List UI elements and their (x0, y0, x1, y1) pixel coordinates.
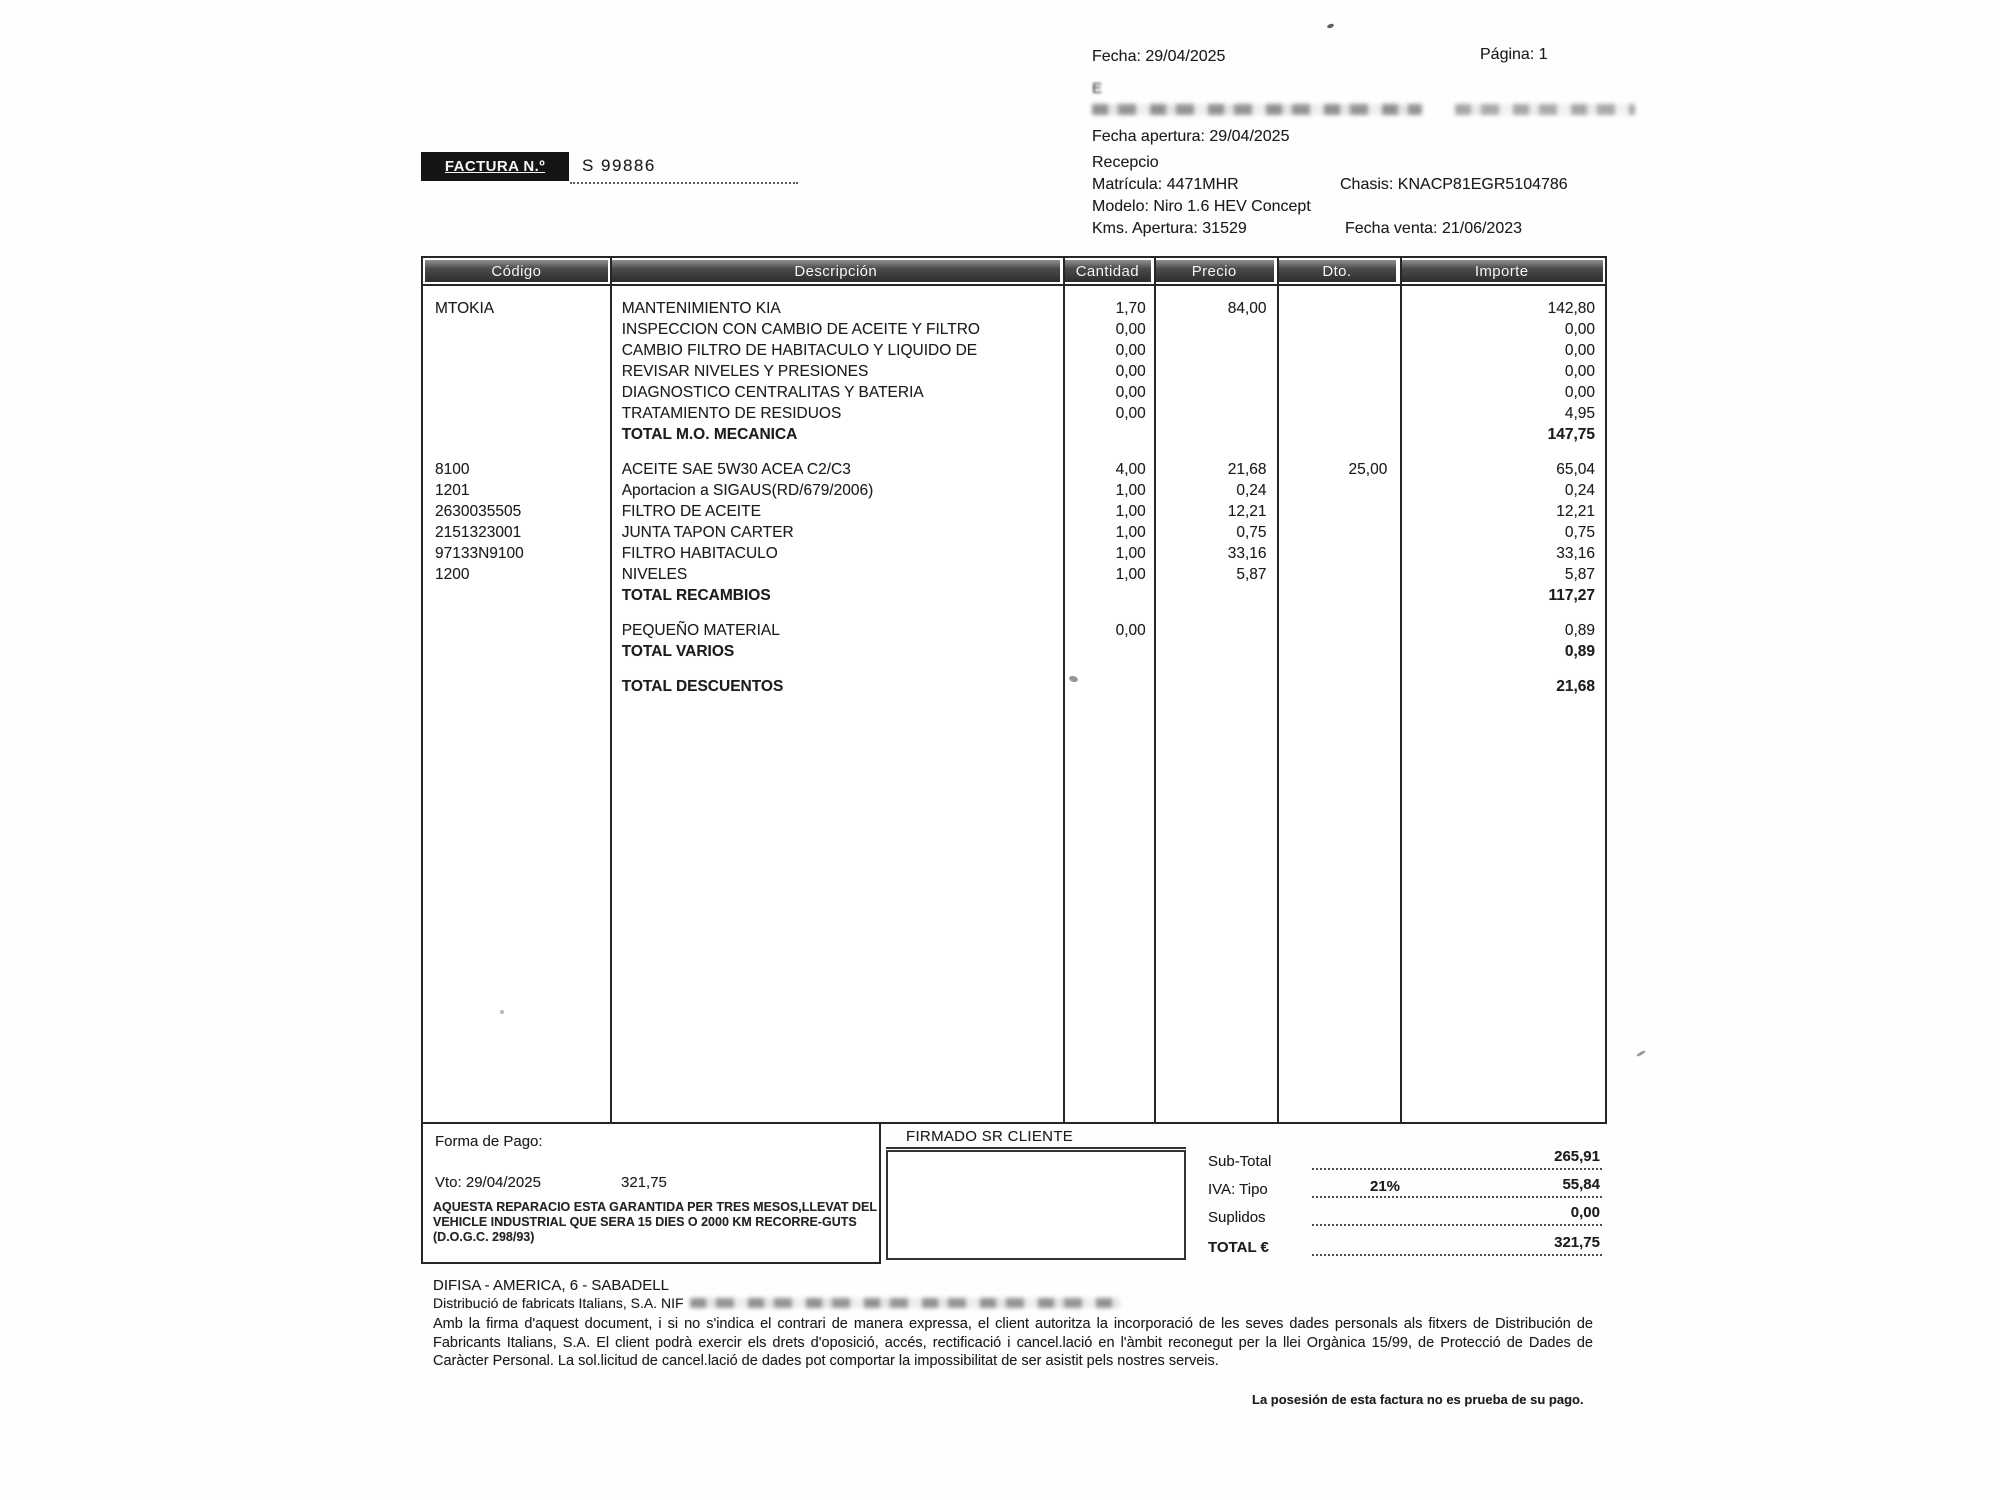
vat-rate: 21% (1370, 1178, 1401, 1195)
cell-cantidad: 0,00 (1115, 405, 1146, 422)
cell-cantidad: 0,00 (1115, 321, 1146, 338)
cell-cantidad: 1,00 (1115, 524, 1146, 541)
grand-total-row (1208, 1236, 1602, 1258)
cell-importe: 0,89 (1564, 622, 1595, 639)
cell-descripcion: INSPECCION CON CAMBIO DE ACEITE Y FILTRO (621, 321, 980, 338)
smudged-phone-line (1455, 104, 1635, 115)
cell-codigo (423, 424, 610, 445)
cell-codigo (423, 361, 610, 382)
cell-dto (1276, 424, 1399, 445)
customer-signature-label: FIRMADO SR CLIENTE (906, 1128, 1074, 1145)
cell-precio: 12,21 (1227, 503, 1267, 520)
vat-label: IVA: Tipo (1208, 1181, 1268, 1198)
cell-dto (1276, 620, 1399, 641)
supplements-value: 0,00 (1570, 1204, 1600, 1221)
cell-dto (1276, 403, 1399, 424)
table-row (423, 319, 1605, 340)
cell-dto (1276, 480, 1399, 501)
due-amount: 321,75 (621, 1174, 667, 1191)
table-row (423, 585, 1605, 606)
cell-precio: 0,24 (1236, 482, 1267, 499)
cell-codigo (423, 606, 610, 620)
invoice-number-box: FACTURA N.º (421, 152, 569, 181)
cell-codigo: MTOKIA (435, 300, 495, 317)
vehicle-model: Modelo: Niro 1.6 HEV Concept (1092, 198, 1311, 215)
cell-precio (1153, 445, 1276, 459)
cell-precio (1153, 319, 1276, 340)
invoice-number: S 99886 (582, 156, 656, 175)
cell-cantidad (1062, 424, 1153, 445)
cell-dto (1276, 298, 1399, 319)
invoice-date: Fecha: 29/04/2025 (1092, 48, 1226, 65)
smudged-company-line (1092, 104, 1422, 115)
cell-precio: 0,75 (1236, 524, 1267, 541)
dotted-leader (1312, 1254, 1602, 1256)
table-row (423, 543, 1605, 564)
smudged-text-fragment: E (1092, 80, 1103, 97)
cell-descripcion: JUNTA TAPON CARTER (621, 524, 794, 541)
table-row (423, 459, 1605, 480)
cell-precio: 84,00 (1227, 300, 1267, 317)
table-row (423, 298, 1605, 319)
cell-codigo (423, 340, 610, 361)
table-row (423, 403, 1605, 424)
cell-cantidad: 0,00 (1115, 342, 1146, 359)
cell-precio: 33,16 (1227, 545, 1267, 562)
cell-importe: 5,87 (1564, 566, 1595, 583)
cell-dto (1276, 585, 1399, 606)
cell-precio (1153, 382, 1276, 403)
dotted-leader (1312, 1168, 1602, 1170)
cell-importe: 0,75 (1564, 524, 1595, 541)
table-row (423, 662, 1605, 676)
cell-precio: 5,87 (1236, 566, 1267, 583)
opening-date: Fecha apertura: 29/04/2025 (1092, 128, 1290, 145)
table-row (423, 641, 1605, 662)
cell-dto (1276, 564, 1399, 585)
cell-descripcion: TOTAL VARIOS (621, 643, 735, 660)
cell-cantidad: 4,00 (1115, 461, 1146, 478)
cell-precio (1153, 641, 1276, 662)
company-address: DIFISA - AMERICA, 6 - SABADELL (433, 1277, 669, 1294)
cell-importe: 0,24 (1564, 482, 1595, 499)
supplements-row (1208, 1206, 1602, 1228)
cell-dto: 25,00 (1348, 461, 1388, 478)
cell-codigo: 97133N9100 (435, 545, 524, 562)
cell-importe: 33,16 (1556, 545, 1595, 562)
table-row (423, 382, 1605, 403)
cell-precio (1153, 403, 1276, 424)
warranty-notice: AQUESTA REPARACIO ESTA GARANTIDA PER TRES MESOS,LLEVAT DEL VEHICLE INDUSTRIAL QUE SERA 15 DIES O 2000 KM RECORRE-GUTS (D.O.G.C. 298/93) (433, 1200, 877, 1244)
grand-total-label: TOTAL € (1208, 1239, 1269, 1256)
column-header-dto: Dto. (1278, 260, 1397, 282)
table-row (423, 361, 1605, 382)
cell-importe: 21,68 (1556, 678, 1595, 695)
cell-descripcion: Aportacion a SIGAUS(RD/679/2006) (621, 482, 874, 499)
due-date: Vto: 29/04/2025 (435, 1174, 541, 1191)
grand-total-value: 321,75 (1554, 1234, 1600, 1251)
cell-codigo (423, 403, 610, 424)
cell-descripcion: TOTAL RECAMBIOS (621, 587, 771, 604)
cell-importe: 12,21 (1556, 503, 1595, 520)
cell-cantidad (1062, 606, 1153, 620)
payment-box (421, 1122, 881, 1264)
cell-precio (1153, 585, 1276, 606)
cell-dto (1276, 382, 1399, 403)
scan-artifact (500, 1010, 504, 1014)
vat-value: 55,84 (1562, 1176, 1600, 1193)
table-header-row (423, 258, 1605, 286)
cell-dto (1276, 361, 1399, 382)
cell-importe (1398, 445, 1605, 459)
table-row (423, 480, 1605, 501)
cell-descripcion: FILTRO HABITACULO (621, 545, 778, 562)
cell-cantidad: 1,00 (1115, 482, 1146, 499)
payment-proof-footnote: La posesión de esta factura no es prueba de su pago. (1252, 1392, 1584, 1407)
cell-codigo (423, 676, 610, 697)
cell-codigo (423, 585, 610, 606)
cell-dto (1276, 641, 1399, 662)
column-header-descripcion: Descripción (612, 260, 1060, 282)
cell-importe: 117,27 (1548, 587, 1595, 604)
cell-precio (1153, 606, 1276, 620)
sale-date: Fecha venta: 21/06/2023 (1345, 220, 1523, 237)
subtotal-label: Sub-Total (1208, 1153, 1272, 1170)
chassis-number: Chasis: KNACP81EGR5104786 (1340, 176, 1568, 193)
cell-precio (1153, 340, 1276, 361)
cell-importe: 0,00 (1564, 363, 1595, 380)
cell-descripcion: FILTRO DE ACEITE (621, 503, 761, 520)
cell-descripcion: ACEITE SAE 5W30 ACEA C2/C3 (621, 461, 851, 478)
cell-descripcion: NIVELES (621, 566, 688, 583)
cell-cantidad (1062, 641, 1153, 662)
cell-importe: 4,95 (1564, 405, 1595, 422)
cell-descripcion (610, 662, 1062, 676)
table-row (423, 564, 1605, 585)
table-row (423, 340, 1605, 361)
cell-dto (1276, 522, 1399, 543)
cell-importe (1398, 606, 1605, 620)
cell-codigo (423, 445, 610, 459)
signature-top-line (886, 1147, 1186, 1149)
page-number: Página: 1 (1480, 46, 1548, 63)
cell-descripcion (610, 445, 1062, 459)
smudged-registration-detail (690, 1298, 1120, 1308)
cell-cantidad (1062, 662, 1153, 676)
invoice-number-dotted-line (570, 182, 798, 184)
table-row (423, 424, 1605, 445)
invoice-table (421, 256, 1607, 1124)
signature-box (886, 1150, 1186, 1260)
cell-precio (1153, 676, 1276, 697)
table-row (423, 606, 1605, 620)
cell-codigo (423, 382, 610, 403)
subtotal-value: 265,91 (1554, 1148, 1600, 1165)
cell-importe: 142,80 (1547, 300, 1595, 317)
cell-cantidad: 1,00 (1115, 503, 1146, 520)
cell-codigo: 1201 (435, 482, 470, 499)
supplements-label: Suplidos (1208, 1209, 1266, 1226)
cell-precio (1153, 424, 1276, 445)
table-row (423, 501, 1605, 522)
cell-dto (1276, 319, 1399, 340)
cell-cantidad: 0,00 (1115, 384, 1146, 401)
cell-cantidad (1062, 445, 1153, 459)
cell-descripcion: CAMBIO FILTRO DE HABITACULO Y LIQUIDO DE (621, 342, 978, 359)
cell-dto (1276, 662, 1399, 676)
table-row (423, 522, 1605, 543)
cell-descripcion: TOTAL M.O. MECANICA (621, 426, 798, 443)
scan-artifact (1327, 23, 1335, 29)
cell-cantidad: 0,00 (1115, 622, 1146, 639)
cell-cantidad: 1,00 (1115, 566, 1146, 583)
company-registration-line (433, 1295, 1120, 1311)
cell-precio (1153, 361, 1276, 382)
cell-codigo (423, 319, 610, 340)
cell-precio (1153, 662, 1276, 676)
table-row (423, 676, 1605, 697)
cell-importe: 0,00 (1564, 384, 1595, 401)
table-row (423, 620, 1605, 641)
data-protection-notice: Amb la firma d'aquest document, i si no s'indica el contrari de manera expressa, el client autoritza la incorporació de les seves dades personals als fitxers de Distribución de Fabricants Italians, S.A. El client podrà exercir els drets d'oposició, accés, rectificació i cancel.lació en l'àmbit reconegut per la llei Orgànica 15/99, de Protecció de Dades de Caràcter Personal. La sol.licitud de cancel.lació de dades pot comportar la impossibilitat de ser asistit pels nostres serveis. (433, 1316, 1593, 1369)
cell-dto (1276, 445, 1399, 459)
column-header-cantidad: Cantidad (1064, 260, 1151, 282)
cell-precio (1153, 620, 1276, 641)
table-body (423, 298, 1605, 697)
cell-dto (1276, 340, 1399, 361)
column-header-codigo: Código (425, 260, 608, 282)
cell-descripcion: MANTENIMIENTO KIA (621, 300, 781, 317)
column-header-precio: Precio (1155, 260, 1274, 282)
cell-cantidad: 1,70 (1115, 300, 1146, 317)
cell-cantidad: 0,00 (1115, 363, 1146, 380)
cell-descripcion: DIAGNOSTICO CENTRALITAS Y BATERIA (621, 384, 924, 401)
dotted-leader (1312, 1224, 1602, 1226)
cell-descripcion (610, 606, 1062, 620)
cell-codigo: 8100 (435, 461, 470, 478)
cell-importe: 65,04 (1556, 461, 1595, 478)
cell-descripcion: TOTAL DESCUENTOS (621, 678, 784, 695)
cell-dto (1276, 501, 1399, 522)
cell-codigo: 1200 (435, 566, 470, 583)
company-registration-text: Distribució de fabricats Italians, S.A. NIF (433, 1295, 684, 1311)
odometer-opening: Kms. Apertura: 31529 (1092, 220, 1247, 237)
cell-descripcion: TRATAMIENTO DE RESIDUOS (621, 405, 842, 422)
cell-dto (1276, 676, 1399, 697)
payment-method-label: Forma de Pago: (435, 1133, 543, 1150)
cell-descripcion: PEQUEÑO MATERIAL (621, 622, 780, 639)
vat-row (1208, 1178, 1602, 1200)
cell-cantidad: 1,00 (1115, 545, 1146, 562)
dotted-leader (1312, 1196, 1602, 1198)
cell-importe: 0,89 (1564, 643, 1595, 660)
cell-codigo: 2151323001 (435, 524, 522, 541)
scan-artifact (1636, 1050, 1646, 1058)
cell-codigo (423, 620, 610, 641)
cell-dto (1276, 606, 1399, 620)
cell-precio: 21,68 (1227, 461, 1267, 478)
cell-importe: 147,75 (1547, 426, 1595, 443)
cell-codigo (423, 662, 610, 676)
cell-dto (1276, 543, 1399, 564)
cell-importe (1398, 662, 1605, 676)
cell-importe: 0,00 (1564, 342, 1595, 359)
cell-descripcion: REVISAR NIVELES Y PRESIONES (621, 363, 869, 380)
cell-codigo (423, 641, 610, 662)
reception-label: Recepcio (1092, 154, 1159, 171)
subtotal-row (1208, 1150, 1602, 1172)
plate-number: Matrícula: 4471MHR (1092, 176, 1239, 193)
cell-importe: 0,00 (1564, 321, 1595, 338)
cell-cantidad (1062, 585, 1153, 606)
cell-codigo: 2630035505 (435, 503, 522, 520)
column-header-importe: Importe (1400, 260, 1603, 282)
table-row (423, 445, 1605, 459)
